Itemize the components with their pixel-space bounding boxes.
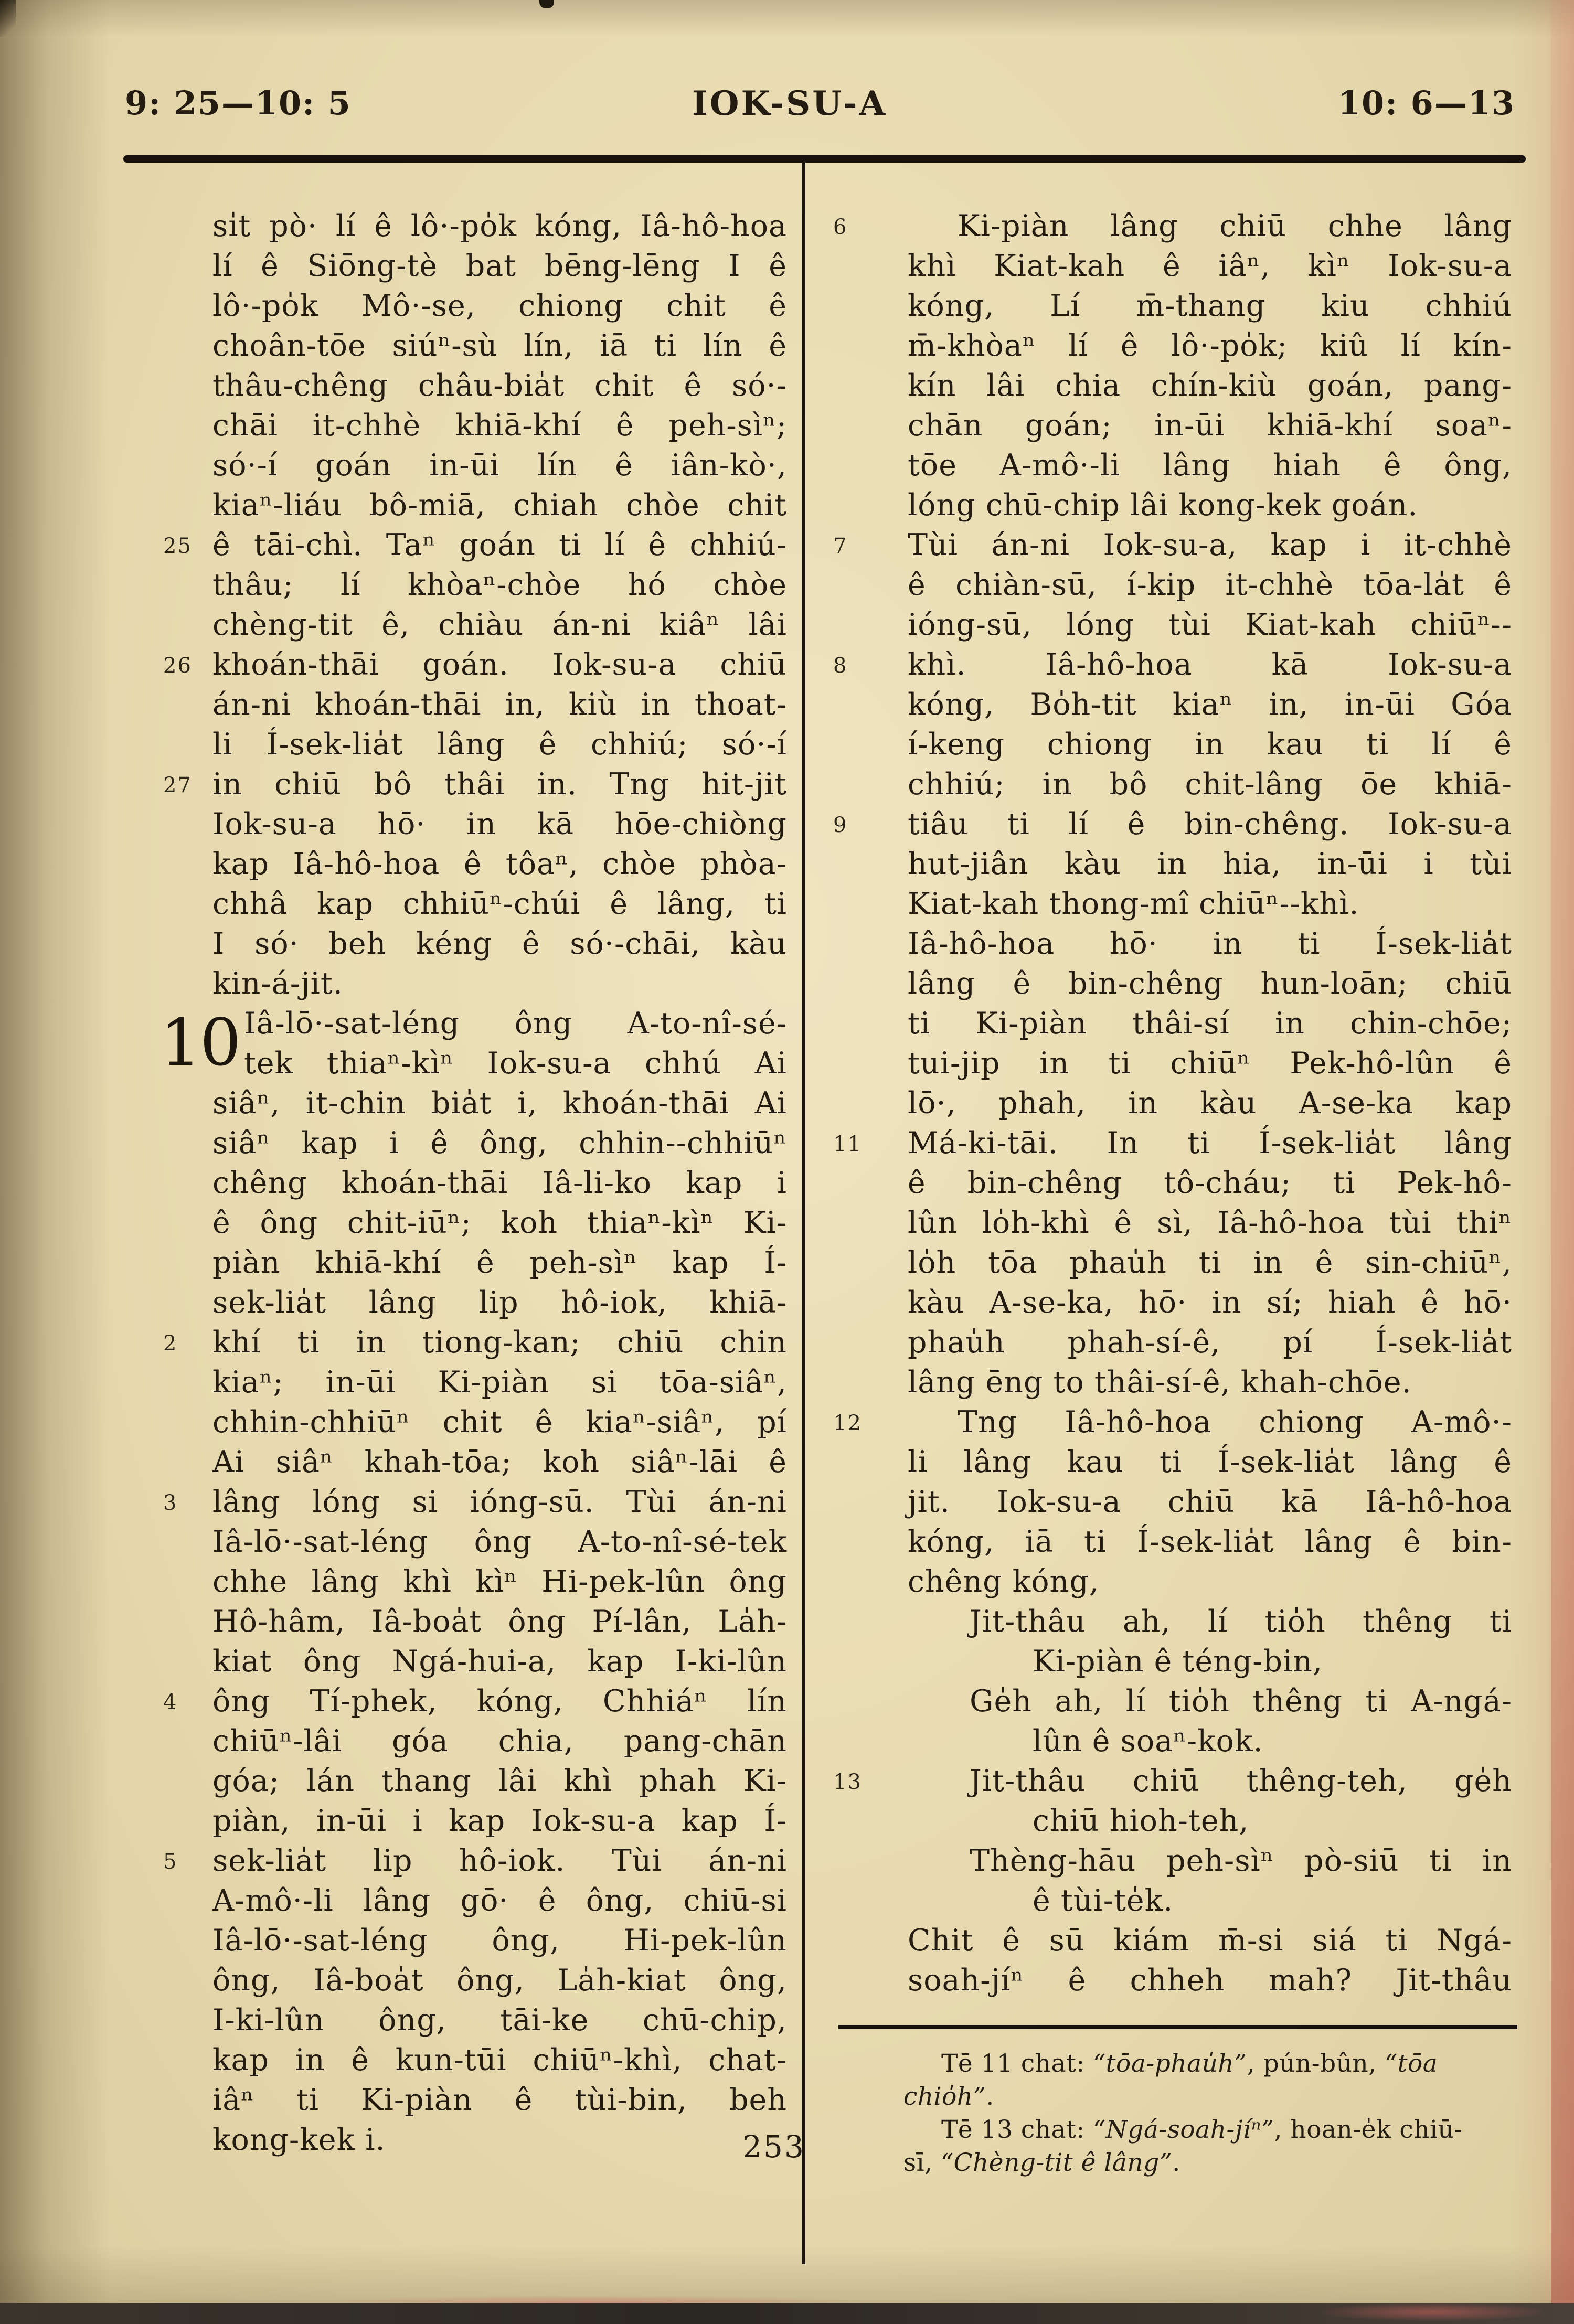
line-text: Ki-piàn ê téng-bin, — [1033, 1644, 1323, 1679]
line-text: Thèng-hāu peh-sìⁿ pò-siū ti in — [970, 1843, 1512, 1878]
line-text: A-mô·-li lâng gō· ê ông, chiū-si — [212, 1883, 787, 1918]
line-text: sek-lia̍t lâng lip hô-iok, khiā- — [212, 1285, 787, 1320]
line-text: kín lâi chia chín-kiù goán, pang- — [908, 368, 1512, 403]
footnote-text: . — [986, 2082, 994, 2111]
line-text: góa; lán thang lâi khì phah Ki- — [212, 1764, 787, 1798]
text-line — [908, 366, 1512, 406]
line-text: tōe A-mô·-li lâng hiah ê ông, — [908, 448, 1512, 483]
text-line — [833, 1123, 1512, 1163]
text-line — [908, 1442, 1512, 1482]
text-line — [212, 1203, 787, 1243]
text-line — [908, 884, 1512, 924]
line-text: Ki-piàn lâng chiū chhe lâng — [958, 209, 1512, 243]
text-line — [212, 1043, 787, 1083]
footnote-term: chio̍h” — [903, 2082, 986, 2111]
line-text: lûn lo̍h-khì ê sì, Iâ-hô-hoa tùi thiⁿ — [908, 1206, 1512, 1240]
text-line — [212, 2000, 787, 2040]
text-line — [212, 565, 787, 605]
line-text: chhin-chhiūⁿ chit ê kiaⁿ-siâⁿ, pí — [212, 1405, 787, 1440]
text-line — [908, 605, 1512, 645]
text-line — [212, 1442, 787, 1482]
footnote-line — [903, 2113, 1517, 2146]
header-verse-range-left: 9: 25—10: 5 — [125, 84, 352, 122]
footnote-line — [903, 2080, 1517, 2113]
line-text: hut-jiân kàu in hia, in-ūi i tùi — [908, 847, 1512, 881]
footnote-line — [903, 2047, 1517, 2080]
line-text: Iâ-lō·-sat-léng ông A-to-nî-sé-tek — [212, 1525, 787, 1559]
line-text: Jit-thâu ah, lí tio̍h thêng ti — [970, 1604, 1512, 1639]
text-line — [908, 485, 1512, 525]
line-text: siâⁿ, it-chin bia̍t i, khoán-thāi Ai — [212, 1086, 787, 1121]
text-line — [908, 1362, 1512, 1402]
line-text: chêng kóng, — [908, 1564, 1099, 1599]
line-text: ê chiàn-sū, í-kip it-chhè tōa-la̍t ê — [908, 568, 1512, 602]
line-text: kap in ê kun-tūi chiūⁿ-khì, chat- — [212, 2043, 787, 2077]
text-line — [163, 645, 787, 685]
line-text: kong-kek i. — [212, 2123, 386, 2157]
text-line — [212, 366, 787, 406]
line-text: lâng ēng to thâi-sí-ê, khah-chōe. — [908, 1365, 1412, 1400]
scan-pink-smudge-right — [1322, 2303, 1543, 2321]
line-text: sek-lia̍t lip hô-iok. Tùi án-ni — [212, 1843, 787, 1878]
footnote-text: Tē 13 chat: — [941, 2115, 1093, 2144]
text-line — [833, 1761, 1512, 1801]
text-line — [212, 884, 787, 924]
line-text: ê tāi-chì. Taⁿ goán ti lí ê chhiú- — [212, 528, 787, 562]
line-text: li Í-sek-lia̍t lâng ê chhiú; só·-í — [212, 727, 787, 762]
footnote-text: Tē 11 chat: — [941, 2049, 1093, 2078]
line-text: chèng-tit ê, chiàu án-ni kiâⁿ lâi — [212, 607, 787, 642]
line-text: jit. Iok-su-a chiū kā Iâ-hô-hoa — [908, 1485, 1512, 1519]
text-line — [212, 2080, 787, 2120]
text-line — [908, 565, 1512, 605]
text-line — [908, 1243, 1512, 1283]
line-text: ê bin-chêng tô-cháu; ti Pek-hô- — [908, 1166, 1512, 1200]
line-text: Iâ-lō·-sat-léng ông, Hi-pek-lûn — [212, 1923, 787, 1958]
right-text-column — [833, 206, 1512, 2000]
line-text: Iok-su-a hō· in kā hōe-chiòng — [212, 807, 787, 841]
text-line — [908, 406, 1512, 445]
text-line — [908, 724, 1512, 764]
line-text: in chiū bô thâi in. Tng hit-jit — [212, 767, 787, 802]
line-text: Hô-hâm, Iâ-boa̍t ông Pí-lân, La̍h- — [212, 1604, 787, 1639]
line-text: ióng-sū, lóng tùi Kiat-kah chiūⁿ-- — [908, 607, 1512, 642]
footnote-text: , pún-bûn, — [1247, 2049, 1385, 2078]
text-line — [833, 206, 1512, 246]
line-text: lâng ê bin-chêng hun-loān; chiū — [908, 966, 1512, 1001]
line-text: lō·, phah, in kàu A-se-ka kap — [908, 1086, 1512, 1121]
line-text: I-ki-lûn ông, tāi-ke chū-chip, — [212, 2003, 787, 2038]
text-line — [163, 525, 787, 565]
text-line — [212, 844, 787, 884]
text-line — [908, 685, 1512, 724]
line-text: kap Iâ-hô-hoa ê tôaⁿ, chòe phòa- — [212, 847, 787, 881]
line-text: chiū hioh-teh, — [1033, 1804, 1249, 1838]
line-text: lûn ê soaⁿ-kok. — [1033, 1724, 1263, 1758]
text-line — [212, 1163, 787, 1203]
line-text: ông, Iâ-boa̍t ông, La̍h-kiat ông, — [212, 1963, 787, 1998]
text-line — [212, 1641, 787, 1681]
footnote-term: “Ngá-soah-jíⁿ” — [1093, 2115, 1274, 2144]
text-line — [212, 1283, 787, 1323]
line-text: ê ông chit-iūⁿ; koh thiaⁿ-kìⁿ Ki- — [212, 1206, 787, 1240]
page-edge-tint — [1551, 0, 1574, 2324]
text-line — [212, 445, 787, 485]
line-text: tek thiaⁿ-kìⁿ Iok-su-a chhú Ai — [244, 1046, 787, 1081]
line-text: Ai siâⁿ khah-tōa; koh siâⁿ-lāi ê — [212, 1445, 787, 1479]
text-line — [212, 1402, 787, 1442]
chapter-number: 10 — [160, 1005, 240, 1081]
footnote-term: “tōa — [1385, 2049, 1438, 2078]
line-text: m̄-khòaⁿ lí ê lô·-po̍k; kiû lí kín- — [908, 328, 1512, 363]
text-line — [212, 924, 787, 964]
text-line — [833, 645, 1512, 685]
text-line — [908, 445, 1512, 485]
line-text: chiūⁿ-lâi góa chia, pang-chān — [212, 1724, 787, 1758]
text-line — [212, 2120, 787, 2160]
text-line — [212, 724, 787, 764]
text-line — [908, 1043, 1512, 1083]
line-text: Jit-thâu chiū thêng-teh, ge̍h — [970, 1764, 1512, 1798]
line-text: tiâu ti lí ê bin-chêng. Iok-su-a — [908, 807, 1512, 841]
footnote-term: “tōa-phau̍h” — [1093, 2049, 1247, 2078]
line-text: kiat ông Ngá-hui-a, kap I-ki-lûn — [212, 1644, 787, 1679]
footnote-rule — [838, 2025, 1517, 2029]
line-text: choân-tōe siúⁿ-sù lín, iā ti lín ê — [212, 328, 787, 363]
header-rule — [123, 155, 1526, 163]
verse-number: 3 — [163, 1491, 178, 1515]
line-text: chhiú; in bô chit-lâng ōe khiā- — [908, 767, 1512, 802]
text-line — [908, 286, 1512, 326]
text-line — [908, 1881, 1512, 1921]
book-title: IOK-SU-A — [692, 84, 888, 123]
line-text: Má-ki-tāi. In ti Í-sek-lia̍t lâng — [908, 1126, 1512, 1160]
text-line — [908, 246, 1512, 286]
line-text: khì. Iâ-hô-hoa kā Iok-su-a — [908, 647, 1512, 682]
text-line — [163, 764, 787, 804]
text-line — [908, 1960, 1512, 2000]
text-line — [833, 1402, 1512, 1442]
text-line — [212, 964, 787, 1004]
verse-number: 26 — [163, 654, 192, 678]
header-verse-range-right: 10: 6—13 — [1337, 84, 1515, 122]
text-line — [908, 1283, 1512, 1323]
footnotes-block — [903, 2047, 1517, 2179]
verse-number: 12 — [833, 1411, 862, 1435]
line-text: só·-í goán in-ūi lín ê iân-kò·, — [212, 448, 787, 483]
line-text: án-ni khoán-thāi in, kiù in thoat- — [212, 687, 787, 722]
text-line — [212, 485, 787, 525]
line-text: piàn, in-ūi i kap Iok-su-a kap Í- — [212, 1804, 787, 1838]
line-text: Iâ-hô-hoa hō· in ti Í-sek-lia̍t — [908, 926, 1512, 961]
text-line — [908, 1641, 1512, 1681]
line-text: chêng khoán-thāi Iâ-li-ko kap i — [212, 1166, 787, 1200]
line-text: Kiat-kah thong-mî chiūⁿ--khì. — [908, 887, 1359, 921]
line-text: Iâ-lō·-sat-léng ông A-to-nî-sé- — [244, 1006, 787, 1041]
line-text: thâu; lí khòaⁿ-chòe hó chòe — [212, 568, 787, 602]
text-line — [908, 764, 1512, 804]
footnote-term: “Chèng-tit ê lâng” — [941, 2148, 1173, 2177]
text-line — [908, 844, 1512, 884]
text-line — [212, 804, 787, 844]
text-line — [212, 1522, 787, 1562]
line-text: soah-jíⁿ ê chheh mah? Jit-thâu — [908, 1963, 1512, 1998]
line-text: phau̍h phah-sí-ê, pí Í-sek-lia̍t — [908, 1325, 1512, 1360]
verse-number: 6 — [833, 215, 848, 239]
line-text: kóng, Lí m̄-thang kiu chhiú — [908, 289, 1512, 323]
text-line — [833, 525, 1512, 565]
line-text: í-keng chiong in kau ti lí ê — [908, 727, 1512, 762]
line-text: lí ê Siōng-tè bat bēng-lēng I ê — [212, 249, 787, 283]
line-text: lô·-po̍k Mô·-se, chiong chit ê — [212, 289, 787, 323]
verse-number: 25 — [163, 534, 192, 558]
line-text: kàu A-se-ka, hō· in sí; hiah ê hō· — [908, 1285, 1512, 1320]
text-line — [212, 1562, 787, 1602]
line-text: ông Tí-phek, kóng, Chhiáⁿ lín — [212, 1684, 787, 1719]
line-text: si̍t pò· lí ê lô·-po̍k kóng, Iâ-hô-hoa — [212, 209, 787, 243]
text-line — [908, 1323, 1512, 1362]
text-line — [212, 1960, 787, 2000]
text-line — [908, 1482, 1512, 1522]
page-number: 253 — [742, 2129, 805, 2165]
text-line — [908, 1163, 1512, 1203]
text-line — [908, 1522, 1512, 1562]
line-text: lâng lóng si ióng-sū. Tùi án-ni — [212, 1485, 787, 1519]
footnote-text: sī, — [903, 2148, 941, 2177]
line-text: kiaⁿ-liáu bô-miā, chiah chòe chit — [212, 488, 787, 523]
text-line — [908, 1721, 1512, 1761]
line-text: kin-á-jit. — [212, 966, 343, 1001]
line-text: lo̍h tōa phau̍h ti in ê sin-chiūⁿ, — [908, 1245, 1512, 1280]
line-text: Tng Iâ-hô-hoa chiong A-mô·- — [958, 1405, 1512, 1440]
verse-number: 27 — [163, 773, 192, 797]
line-text: ti Ki-piàn thâi-sí in chin-chōe; — [908, 1006, 1512, 1041]
line-text: kóng, iā ti Í-sek-lia̍t lâng ê bin- — [908, 1525, 1512, 1559]
left-text-column — [160, 206, 787, 2160]
verse-number: 4 — [163, 1690, 178, 1714]
verse-number: 5 — [163, 1850, 178, 1874]
text-line — [212, 286, 787, 326]
line-text: kóng, Bo̍h-tit kiaⁿ in, in-ūi Góa — [908, 687, 1512, 722]
verse-number: 9 — [833, 813, 848, 837]
text-line — [908, 1602, 1512, 1641]
line-text: li lâng kau ti Í-sek-lia̍t lâng ê — [908, 1445, 1512, 1479]
line-text: lóng chū-chip lâi kong-kek goán. — [908, 488, 1418, 523]
text-line — [908, 1562, 1512, 1602]
line-text: thâu-chêng châu-bia̍t chit ê só·- — [212, 368, 787, 403]
text-line — [212, 685, 787, 724]
line-text: ê tùi-te̍k. — [1033, 1883, 1174, 1918]
text-line — [212, 1362, 787, 1402]
text-line — [212, 406, 787, 445]
text-line — [908, 964, 1512, 1004]
text-line — [212, 1123, 787, 1163]
line-text: Tùi án-ni Iok-su-a, kap i it-chhè — [908, 528, 1512, 562]
text-line — [908, 1841, 1512, 1881]
line-text: iâⁿ ti Ki-piàn ê tùi-bin, beh — [212, 2083, 787, 2117]
text-line — [908, 1083, 1512, 1123]
text-line — [163, 1841, 787, 1881]
text-line — [908, 1203, 1512, 1243]
verse-number: 13 — [833, 1770, 862, 1794]
text-line — [212, 1083, 787, 1123]
text-line — [833, 804, 1512, 844]
text-line — [908, 1921, 1512, 1960]
verse-number: 7 — [833, 534, 848, 558]
text-line — [212, 2040, 787, 2080]
text-line — [212, 1602, 787, 1641]
line-text: chhe lâng khì kìⁿ Hi-pek-lûn ông — [212, 1564, 787, 1599]
text-line — [212, 605, 787, 645]
text-line — [163, 1323, 787, 1362]
text-line — [212, 326, 787, 366]
line-text: Chit ê sū kiám m̄-si siá ti Ngá- — [908, 1923, 1512, 1958]
scan-corner-shadow — [0, 0, 16, 37]
scan-speck — [539, 0, 554, 8]
line-text: chāi it-chhè khiā-khí ê peh-sìⁿ; — [212, 408, 787, 443]
text-line — [212, 1801, 787, 1841]
text-line — [908, 924, 1512, 964]
text-line — [908, 1801, 1512, 1841]
text-line — [908, 1681, 1512, 1721]
verse-number: 11 — [833, 1132, 862, 1156]
line-text: Ge̍h ah, lí tio̍h thêng ti A-ngá- — [970, 1684, 1512, 1719]
text-line — [908, 326, 1512, 366]
text-line — [212, 1721, 787, 1761]
text-line — [212, 1881, 787, 1921]
footnote-text: . — [1172, 2148, 1180, 2177]
text-line — [163, 1681, 787, 1721]
line-text: tui-jip in ti chiūⁿ Pek-hô-lûn ê — [908, 1046, 1512, 1081]
line-text: kiaⁿ; in-ūi Ki-piàn si tōa-siâⁿ, — [212, 1365, 787, 1400]
text-line — [908, 1004, 1512, 1043]
verse-number: 2 — [163, 1331, 178, 1356]
line-text: khí ti in tiong-kan; chiū chin — [212, 1325, 787, 1360]
line-text: khoán-thāi goán. Iok-su-a chiū — [212, 647, 787, 682]
footnote-text: , hoan-e̍k chiū- — [1274, 2115, 1463, 2144]
text-line — [163, 1482, 787, 1522]
line-text: siâⁿ kap i ê ông, chhin--chhiūⁿ — [212, 1126, 787, 1160]
column-divider-rule — [802, 161, 805, 2264]
line-text: khì Kiat-kah ê iâⁿ, kìⁿ Iok-su-a — [908, 249, 1512, 283]
line-text: chān goán; in-ūi khiā-khí soaⁿ- — [908, 408, 1512, 443]
text-line — [212, 206, 787, 246]
line-text: I só· beh kéng ê só·-chāi, kàu — [212, 926, 787, 961]
text-line — [212, 246, 787, 286]
line-text: piàn khiā-khí ê peh-sìⁿ kap Í- — [212, 1245, 787, 1280]
line-text: chhâ kap chhiūⁿ-chúi ê lâng, ti — [212, 887, 787, 921]
text-line — [212, 1761, 787, 1801]
text-line — [212, 1921, 787, 1960]
text-line — [212, 1243, 787, 1283]
verse-number: 8 — [833, 654, 848, 678]
footnote-line — [903, 2146, 1517, 2179]
